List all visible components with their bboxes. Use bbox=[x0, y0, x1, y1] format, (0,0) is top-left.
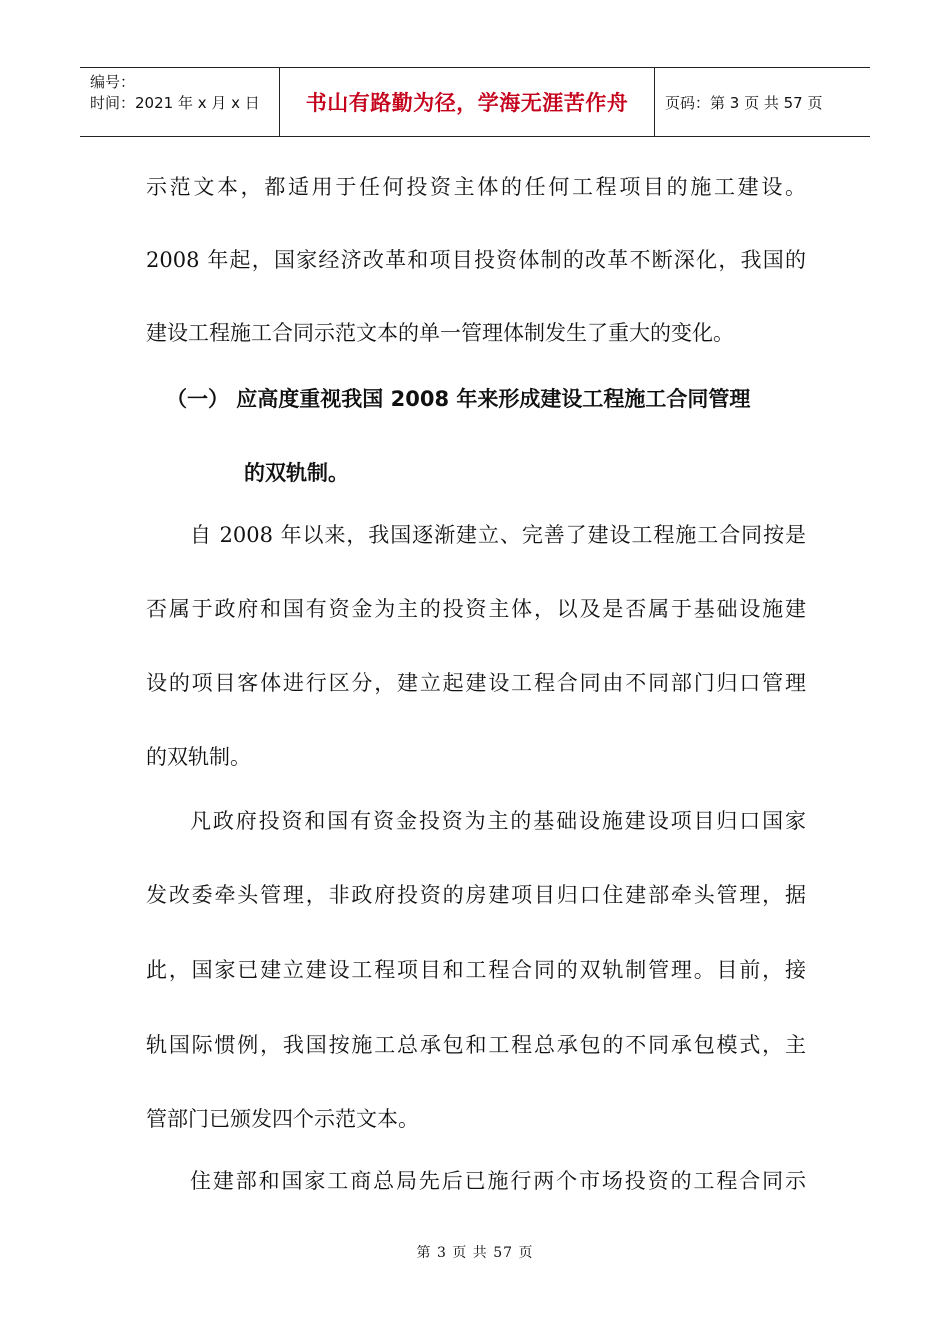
body-line: 建设工程施工合同示范文本的单一管理体制发生了重大的变化。 bbox=[146, 321, 734, 345]
body-line: 管部门已颁发四个示范文本。 bbox=[146, 1107, 419, 1131]
section-heading-cont: 的双轨制。 bbox=[244, 461, 349, 485]
header-page-info-cell bbox=[655, 68, 870, 136]
section-heading: （一） 应高度重视我国 2008 年来形成建设工程施工合同管理 bbox=[166, 387, 751, 411]
header-motto-cell bbox=[280, 68, 655, 136]
body-line: 否属于政府和国有资金为主的投资主体，以及是否属于基础设施建 bbox=[146, 597, 806, 621]
body-line: 示范文本，都适用于任何投资主体的任何工程项目的施工建设。 bbox=[146, 175, 806, 199]
body-line: 发改委牵头管理，非政府投资的房建项目归口住建部牵头管理，据 bbox=[146, 883, 806, 907]
header-meta bbox=[80, 68, 280, 136]
page-footer: 第 3 页 共 57 页 bbox=[416, 1245, 534, 1261]
body-line: 2008 年起，国家经济改革和项目投资体制的改革不断深化，我国的 bbox=[146, 248, 806, 272]
header-table bbox=[80, 67, 870, 137]
body-line: 住建部和国家工商总局先后已施行两个市场投资的工程合同示 bbox=[190, 1169, 806, 1193]
body-line: 设的项目客体进行区分，建立起建设工程合同由不同部门归口管理 bbox=[146, 671, 806, 695]
body-line: 此，国家已建立建设工程项目和工程合同的双轨制管理。目前，接 bbox=[146, 958, 806, 982]
body-line: 轨国际惯例，我国按施工总承包和工程总承包的不同承包模式，主 bbox=[146, 1033, 806, 1057]
number-label: 编号： bbox=[90, 73, 136, 91]
page-info: 页码：第 3 页 共 57 页 bbox=[665, 93, 823, 112]
body-line: 的双轨制。 bbox=[146, 745, 251, 769]
time-label: 时间：2021 年 x 月 x 日 bbox=[90, 94, 260, 112]
body-line: 自 2008 年以来，我国逐渐建立、完善了建设工程施工合同按是 bbox=[190, 523, 806, 547]
motto-text: 书山有路勤为径，学海无涯苦作舟 bbox=[305, 91, 629, 115]
body-line: 凡政府投资和国有资金投资为主的基础设施建设项目归口国家 bbox=[190, 809, 806, 833]
